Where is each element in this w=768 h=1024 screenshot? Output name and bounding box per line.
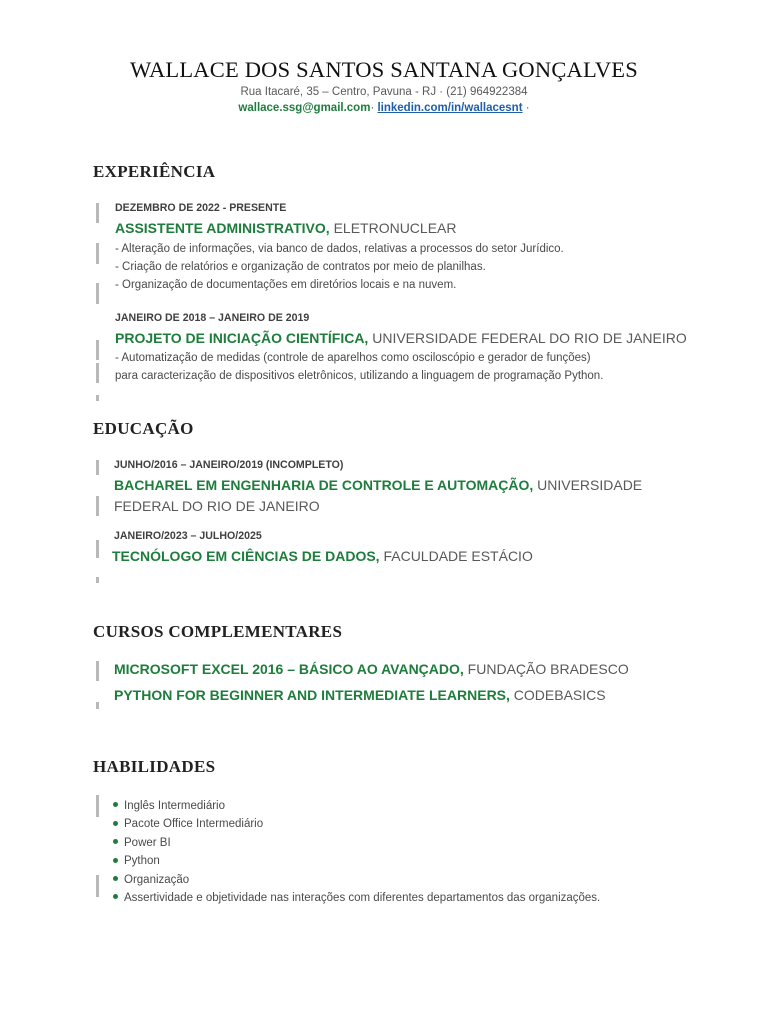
- institution-line2: FEDERAL DO RIO DE JANEIRO: [114, 498, 320, 514]
- institution: UNIVERSIDADE: [533, 477, 643, 493]
- skill-label: Power BI: [124, 836, 171, 849]
- margin-bar: [96, 795, 99, 817]
- bullet-icon: [113, 802, 118, 807]
- bullet-icon: [113, 821, 118, 826]
- experience-description: [115, 240, 564, 294]
- skill-label: Organização: [124, 873, 190, 886]
- skill-item: [113, 834, 600, 852]
- skills-list: [113, 797, 600, 907]
- skill-label: Assertividade e objetividade nas interações com diferentes departamentos das organizações.: [124, 891, 601, 904]
- description-line: - Organização de documentações em diretórios locais e na nuvem.: [115, 279, 457, 291]
- margin-bar: [96, 283, 99, 304]
- job-role: PROJETO DE INICIAÇÃO CIENTÍFICA,: [115, 330, 369, 346]
- course-provider: CODEBASICS: [509, 687, 606, 703]
- skill-item: [113, 871, 600, 889]
- margin-bar: [96, 875, 99, 897]
- skill-label: Inglês Intermediário: [124, 800, 225, 812]
- separator: ·: [370, 102, 378, 114]
- education-date: JANEIRO/2023 – JULHO/2025: [114, 530, 262, 542]
- margin-bar: [96, 363, 99, 383]
- job-role: ASSISTENTE ADMINISTRATIVO,: [115, 220, 330, 236]
- experience-heading: EXPERIÊNCIA: [93, 162, 216, 181]
- institution: FACULDADE ESTÁCIO: [379, 548, 533, 564]
- experience-date: DEZEMBRO DE 2022 - PRESENTE: [115, 202, 287, 214]
- course-title: [114, 687, 606, 703]
- course-name: PYTHON FOR BEGINNER AND INTERMEDIATE LEARNERS,: [114, 687, 510, 703]
- linkedin-link[interactable]: linkedin.com/in/wallacesnt: [377, 102, 523, 114]
- degree-name: TECNÓLOGO EM CIÊNCIAS DE DADOS,: [112, 548, 380, 564]
- course-title: [114, 661, 629, 677]
- degree-name: BACHAREL EM ENGENHARIA DE CONTROLE E AUTOMAÇÃO,: [114, 477, 534, 493]
- candidate-name: WALLACE DOS SANTOS SANTANA GONÇALVES: [130, 57, 638, 82]
- education-title: [114, 477, 642, 493]
- experience-description: [115, 349, 603, 385]
- description-line: - Automatização de medidas (controle de aparelhos como osciloscópio e gerador de funções): [115, 352, 591, 364]
- job-org: ELETRONUCLEAR: [329, 220, 457, 236]
- skill-item: [113, 889, 600, 907]
- margin-bar: [96, 702, 99, 709]
- contact-line: [0, 102, 768, 114]
- skill-label: Python: [124, 855, 160, 868]
- description-line: - Alteração de informações, via banco de dados, relativas a processos do setor Jurídico.: [115, 243, 564, 255]
- separator: ·: [522, 102, 530, 114]
- margin-bar: [96, 203, 99, 223]
- skill-item: [113, 797, 600, 815]
- bullet-icon: [113, 839, 118, 844]
- skill-item: [113, 852, 600, 870]
- bullet-icon: [113, 894, 118, 899]
- education-heading: EDUCAÇÃO: [93, 419, 194, 438]
- address-phone: Rua Itacaré, 35 – Centro, Pavuna - RJ · (21) 964922384: [240, 86, 528, 98]
- description-line: para caracterização de dispositivos eletrônicos, utilizando a linguagem de programação Python.: [115, 370, 604, 382]
- description-line: - Criação de relatórios e organização de contratos por meio de planilhas.: [115, 261, 486, 273]
- bullet-icon: [113, 858, 118, 863]
- margin-bar: [96, 395, 99, 401]
- margin-bar: [96, 540, 99, 558]
- margin-bar: [96, 340, 99, 360]
- course-name: MICROSOFT EXCEL 2016 – BÁSICO AO AVANÇADO,: [114, 661, 464, 677]
- courses-heading: CURSOS COMPLEMENTARES: [93, 622, 343, 641]
- margin-bar: [96, 460, 99, 475]
- email-link[interactable]: wallace.ssg@gmail.com: [238, 102, 371, 114]
- margin-bar: [96, 243, 99, 264]
- course-provider: FUNDAÇÃO BRADESCO: [463, 661, 629, 677]
- job-org: UNIVERSIDADE FEDERAL DO RIO DE JANEIRO: [368, 330, 687, 346]
- margin-bar: [96, 661, 99, 681]
- skill-label: Pacote Office Intermediário: [124, 818, 264, 831]
- experience-title: [115, 220, 457, 236]
- experience-title: [115, 330, 687, 346]
- bullet-icon: [113, 876, 118, 881]
- education-title: [112, 548, 533, 564]
- margin-bar: [96, 496, 99, 516]
- skills-heading: HABILIDADES: [93, 757, 216, 776]
- experience-date: JANEIRO DE 2018 – JANEIRO DE 2019: [115, 312, 310, 324]
- education-date: JUNHO/2016 – JANEIRO/2019 (INCOMPLETO): [114, 459, 344, 471]
- skill-item: [113, 815, 600, 833]
- margin-bar: [96, 577, 99, 583]
